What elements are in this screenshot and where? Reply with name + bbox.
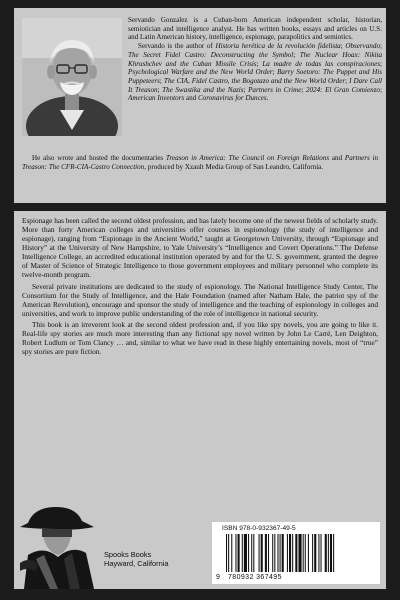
- book-title: Coronavirus for Dunces: [197, 94, 267, 103]
- bio-books-paragraph: Servando is the author of Historia herética de la revolución fidelista; Observando; The Secret Fidel Castro: Deconstructing the Symbol; The Nuclear Hoax: Nikita Khrushchev and the Cuban Missile Crisis; La madre de todas las conspiraciones; Psychological Warfare and the New World Order; Barry Soetoro: The Puppet and His Puppeteers; The CIA, Fidel Castro, the Bogotazo and the New World Order; I Dare Call It Treason; The Swastika and the Nazis; Partners in Crime; 2024: El Gran Comienzo; American Inventors and Coronavirus for Dunces.: [128, 42, 383, 103]
- publisher-imprint: [104, 550, 169, 568]
- conjunction: and: [329, 154, 345, 162]
- book-title: 2024: El Gran Comienzo: [305, 85, 380, 94]
- bio-documentaries-lead: He also wrote and hosted the documentaries: [32, 154, 166, 162]
- description-paragraph: This book is an irreverent look at the second oldest profession and, if you like spy novels, you are going to like it. Real-life spy stories are much more interesting than any fictional spy novel written by John Le Carré, Len Deighton, Robert Ludlum or Tom Clancy … and, similar to what we have read in these highly entertaining novels, most of “true” spy stories are pure fiction.: [22, 320, 378, 357]
- book-title: The Secret Fidel Castro: Deconstructing the Symbol: [128, 50, 294, 59]
- documentary-title: Partners in Treason: The CFR-CIA-Castro Connection: [22, 154, 378, 171]
- barcode-bar: [274, 534, 275, 572]
- spy-illustration: [14, 493, 100, 589]
- book-title: Psychological Warfare and the New World Order: [128, 68, 273, 77]
- author-bio: [128, 16, 382, 103]
- barcode-bar: [272, 534, 273, 572]
- isbn-label: ISBN 978-0-932367-49-5: [222, 525, 296, 532]
- barcode-bar: [328, 534, 329, 572]
- barcode-bar: [305, 534, 306, 572]
- barcode-bar: [308, 534, 309, 572]
- barcode-bar: [280, 534, 281, 572]
- barcode-bar: [261, 534, 263, 572]
- barcode-bar: [298, 534, 301, 572]
- publisher-name: Spooks Books: [104, 550, 152, 559]
- barcode-bar: [238, 534, 240, 572]
- documentary-title: Treason in America: The Council on Foreign Relations: [165, 154, 330, 162]
- book-title: I Dare Call It Treason: [128, 76, 383, 94]
- barcode-bar: [235, 534, 236, 572]
- bio-documentaries-tail: , produced by Xzault Media Group of San Leandro, California.: [144, 162, 324, 171]
- barcode-lead-digit: 9: [216, 574, 220, 581]
- barcode-bar: [333, 534, 334, 572]
- book-title: The Nuclear Hoax: Nikita Khrushchev and the Cuban Missile Crisis: [128, 50, 382, 68]
- barcode-bar: [226, 534, 227, 572]
- bio-books-lead: Servando is the author of: [138, 42, 216, 51]
- book-title: American Inventors: [128, 94, 185, 103]
- book-title: Barry Soetoro: The Puppet and His Puppeteers: [128, 68, 382, 85]
- barcode-bar: [231, 534, 232, 572]
- barcode-bar: [228, 534, 229, 572]
- author-bio-panel: [14, 8, 386, 203]
- barcode-bar: [253, 534, 254, 572]
- description-paragraph: Several private institutions are dedicated to the study of espionology. The National Intelligence Study Center, The Consortium for the Study of Intelligence, and the Hale Foundation (named after Natham Hale, the patriot spy of the American Revolution), encourage and sponsor the study of intelligence and the teaching of espionology in colleges and universities, and work to improve public understanding of the role of intelligence in national security.: [22, 281, 378, 318]
- book-title: Observando: [345, 42, 381, 51]
- barcode-bar: [287, 534, 288, 572]
- bio-documentaries: [22, 154, 378, 171]
- barcode-bar: [314, 534, 316, 572]
- barcode-bar: [295, 534, 297, 572]
- barcode-bar: [242, 534, 243, 572]
- book-title: The Swastika and the Nazis: [162, 85, 244, 94]
- barcode-digits: 780932 367495: [228, 574, 282, 581]
- author-photo: [22, 18, 122, 136]
- barcode-bar: [265, 534, 267, 572]
- barcode-bar: [325, 534, 327, 572]
- barcode-bar: [292, 534, 293, 572]
- book-description: [22, 217, 378, 360]
- barcode-bar: [244, 534, 247, 572]
- barcode-bar: [321, 534, 322, 572]
- barcode-bar: [303, 534, 304, 572]
- isbn-barcode: [212, 522, 380, 584]
- book-title: Partners in Crime: [248, 85, 302, 94]
- barcode-bar: [282, 534, 284, 572]
- bio-intro: Servando Gonzalez is a Cuban-born American independent scholar, historian, semiotician and intelligence analyst. He has written books, essays and articles on U.S. and Latin American history, intelligence, espionage, parapolitics and semiotics.: [128, 16, 382, 42]
- book-title: The CIA, Fidel Castro, the Bogotazo and the New World Order: [163, 76, 346, 85]
- book-title: Historia herética de la revolución fidelista: [215, 42, 341, 51]
- barcode-bar: [330, 534, 332, 572]
- description-paragraph: Espionage has been called the second oldest profession, and has lately become one of the newest fields of scholarly study. More than forty American colleges and universities offer courses in espionology (the study of intelligence and espionage), ranging from “Espionage in the Ancient World,” taught at Georgetown University, through “Espionage and History” at the University of New Hampshire, to Yale University’s “Intelligence and Covert Operations.” The Defense Intelligence College, an accredited educational institution operated by and for the U. S. government, granted the degree of Master of Science of Strategic Intelligence to those government employees and military personnel who complete its twelve-month program.: [22, 216, 378, 279]
- barcode-bar: [259, 534, 260, 572]
- publisher-location: Hayward, California: [104, 559, 169, 568]
- book-description-panel: [14, 211, 386, 589]
- barcode-bar: [277, 534, 278, 572]
- barcode-bar: [268, 534, 269, 572]
- book-title: La madre de todas las conspiraciones: [262, 59, 380, 68]
- barcode-bar: [251, 534, 252, 572]
- barcode-bar: [248, 534, 249, 572]
- barcode-bar: [289, 534, 291, 572]
- barcode-bar: [318, 534, 319, 572]
- barcode-bar: [312, 534, 313, 572]
